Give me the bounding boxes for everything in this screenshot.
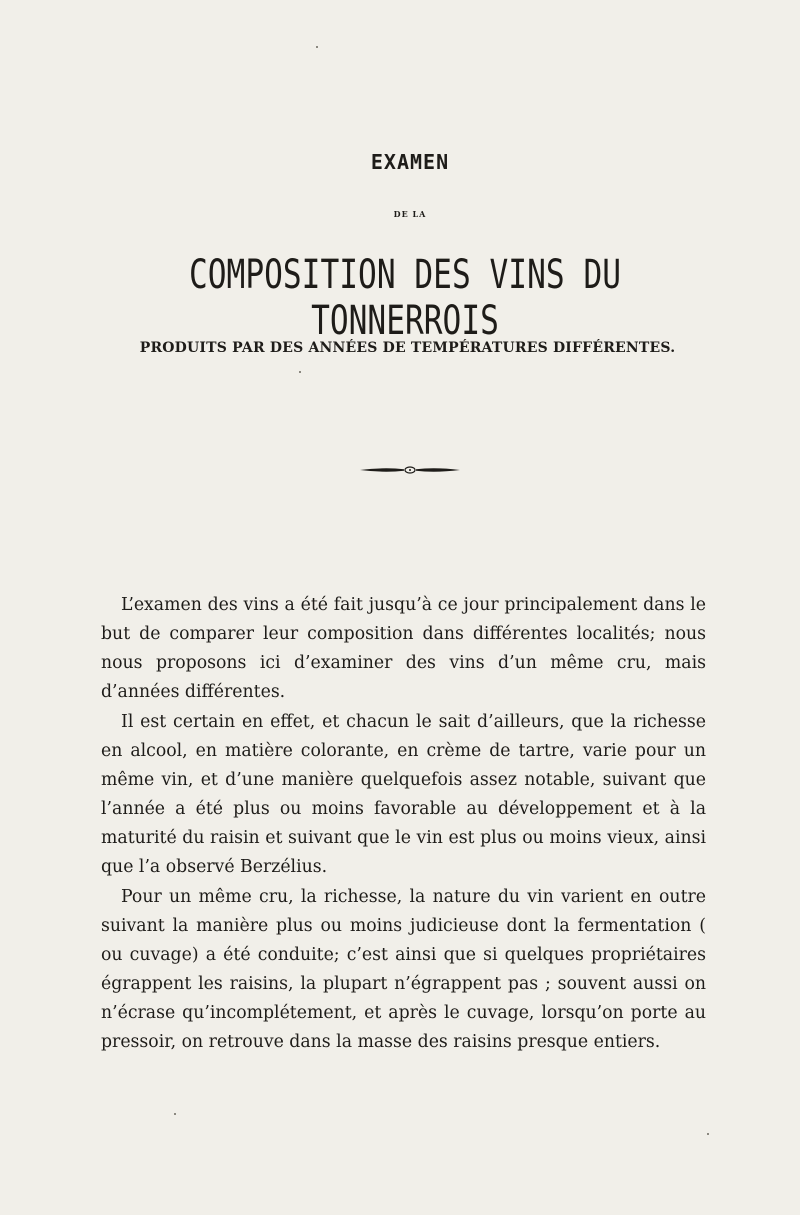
paragraph-1: L’examen des vins a été fait jusqu’à ce jour principalement dans le but de comparer leur composition dans différentes localités; nous nous proposons ici d’examiner des vins d’un même cru, mais d’années différentes. xyxy=(101,595,706,702)
page-title: COMPOSITION DES VINS DU TONNERROIS xyxy=(188,252,622,344)
paper-speck xyxy=(299,371,301,373)
paper-speck xyxy=(316,46,318,48)
page-subtitle: PRODUITS PAR DES ANNÉES DE TEMPÉRATURES DIFFÉRENTES. xyxy=(139,340,676,356)
body-text xyxy=(101,591,706,1058)
heading-examen: EXAMEN xyxy=(370,150,450,174)
paper-speck xyxy=(174,1113,176,1115)
ornamental-divider-icon xyxy=(360,463,460,477)
paragraph-2: Il est certain en effet, et chacun le sait d’ailleurs, que la richesse en alcool, en matière colorante, en crème de tartre, varie pour un même vin, et d’une manière quelquefois assez notable, suivant que l’année a été plus ou moins favorable au développement et à la maturité du raisin et suivant que le vin est plus ou moins vieux, ainsi que l’a observé Berzélius. xyxy=(101,712,706,877)
heading-de-la: DE LA xyxy=(393,209,427,219)
paragraph-3: Pour un même cru, la richesse, la nature du vin varient en outre suivant la manière plus ou moins judicieuse dont la fermentation ( ou cuvage) a été conduite; c’est ainsi que si quelques propriétaires égrappent les raisins, la plupart n’égrappent pas ; souvent aussi on n’écrase qu’incomplétement, et après le cuvage, lorsqu’on porte au pressoir, on retrouve dans la masse des raisins presque entiers. xyxy=(101,887,706,1052)
paper-speck xyxy=(707,1133,709,1135)
